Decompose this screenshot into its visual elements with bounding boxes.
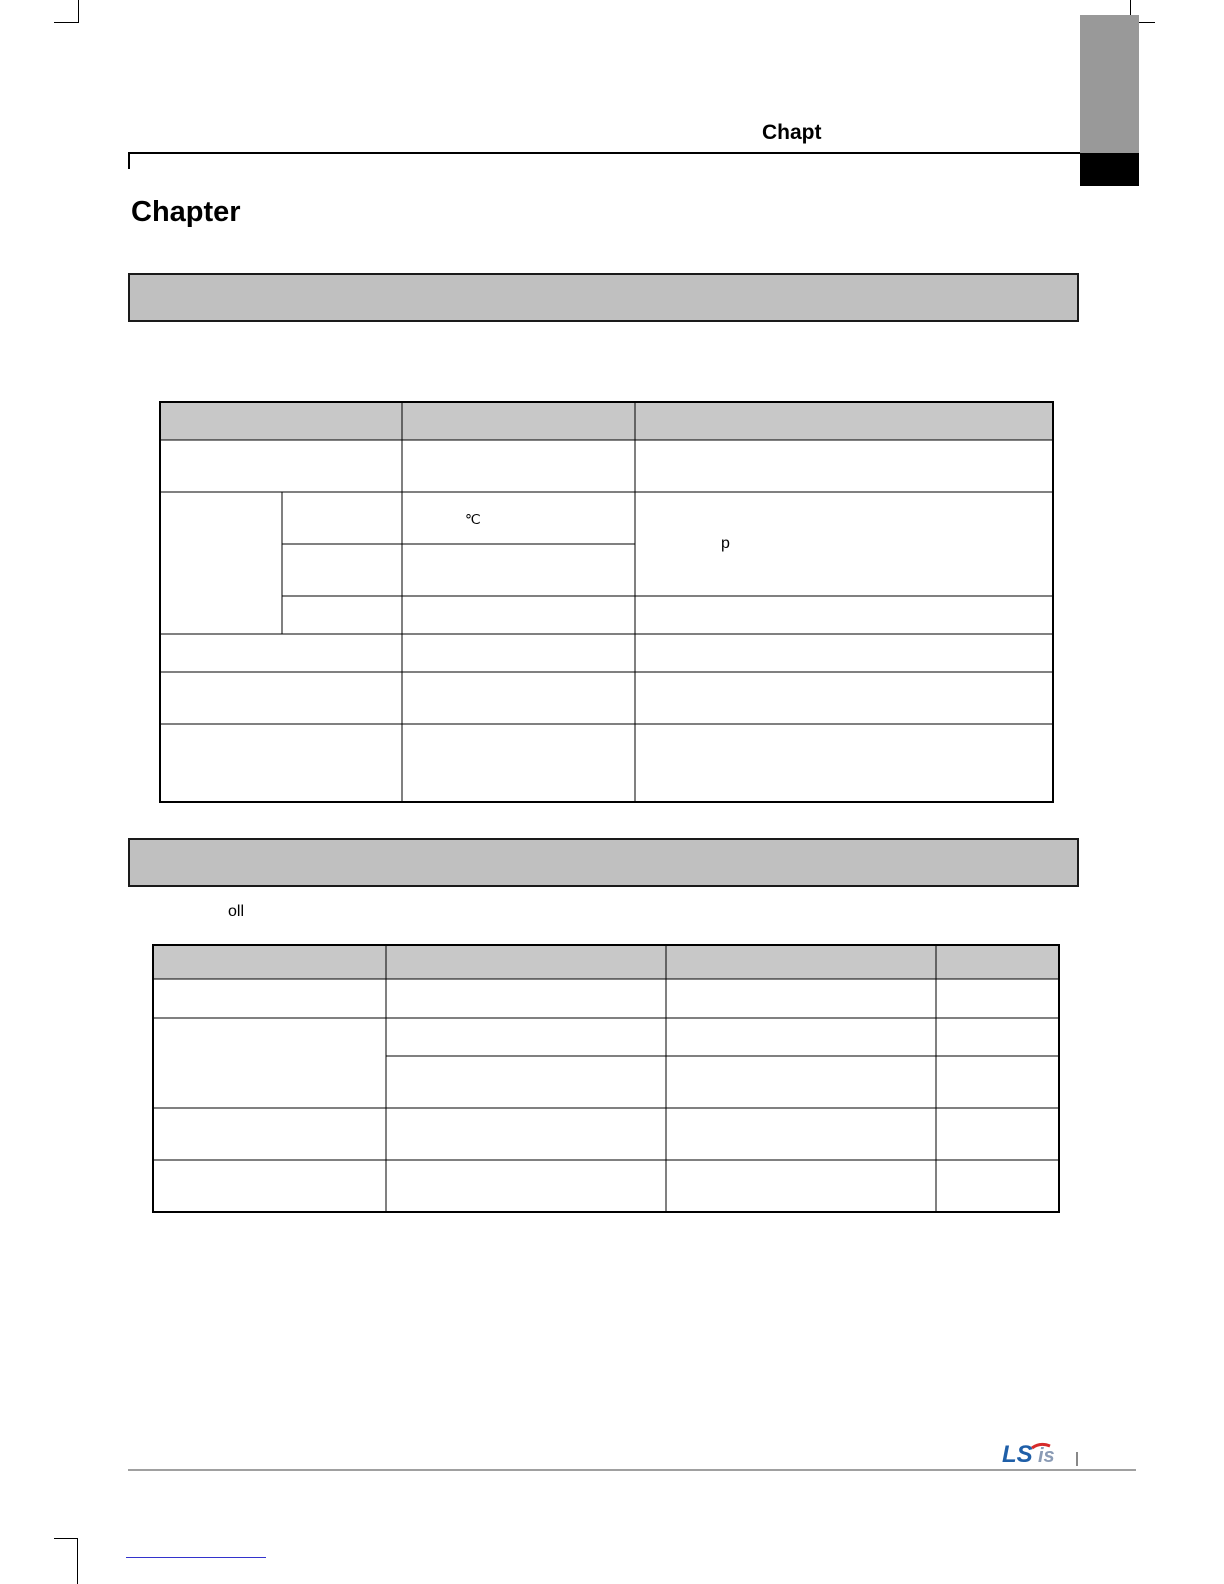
page-title: Chapter <box>131 196 241 228</box>
table-1-cell-text: p <box>721 535 730 552</box>
footer-rule <box>128 1469 1136 1471</box>
header-chapter-label: Chapt <box>762 121 822 144</box>
bottom-link-underline[interactable] <box>126 1557 266 1558</box>
section-2-note: oll <box>228 903 245 920</box>
temperature-unit: ℃ <box>465 511 481 527</box>
table-2-header-row <box>154 946 1058 979</box>
svg-text:is: is <box>1038 1445 1055 1466</box>
footer-separator <box>1076 1452 1078 1466</box>
company-logo <box>1002 1440 1068 1466</box>
svg-text:LS: LS <box>1002 1441 1033 1466</box>
